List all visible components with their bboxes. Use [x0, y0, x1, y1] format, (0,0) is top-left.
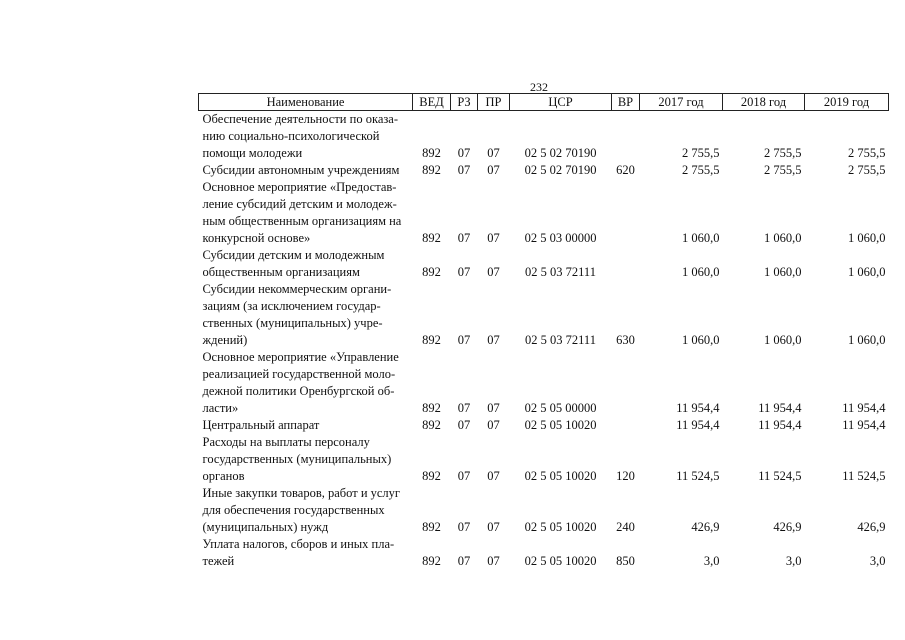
row-name	[199, 179, 413, 247]
row-name	[199, 536, 413, 570]
cell-rz: 07	[457, 418, 471, 432]
row-name	[199, 349, 413, 417]
row-name	[199, 417, 413, 434]
row-name	[199, 247, 413, 281]
row-name-line: помощи молодежи	[202, 146, 303, 160]
cell-rz: 07	[457, 520, 471, 534]
cell-pr: 07	[487, 418, 500, 432]
cell-csr: 02 5 05 10020	[524, 469, 597, 483]
cell-rz: 07	[457, 265, 471, 279]
cell-pr: 07	[487, 163, 500, 177]
cell-y2017: 3,0	[703, 554, 720, 568]
cell-pr: 07	[487, 554, 500, 568]
row-name-line: ждений)	[202, 333, 248, 347]
cell-csr: 02 5 03 72111	[525, 265, 596, 279]
row-name-line: государственных (муниципальных)	[202, 452, 392, 466]
cell-csr: 02 5 02 70190	[524, 163, 597, 177]
cell-ved: 892	[422, 418, 441, 432]
table-row	[199, 434, 889, 485]
table-row	[199, 162, 889, 179]
cell-csr: 02 5 05 00000	[524, 401, 597, 415]
cell-y2019: 2 755,5	[848, 146, 886, 160]
cell-csr: 02 5 05 10020	[524, 520, 597, 534]
cell-y2017: 1 060,0	[682, 265, 720, 279]
row-name-line: (муниципальных) нужд	[202, 520, 329, 534]
page-number: 232	[530, 80, 548, 94]
cell-vr	[612, 179, 640, 247]
row-name-line: ление субсидий детским и молодеж-	[202, 197, 397, 211]
row-name-line: органов	[202, 469, 245, 483]
cell-pr: 07	[487, 401, 500, 415]
cell-pr: 07	[487, 265, 500, 279]
cell-pr: 07	[487, 231, 500, 245]
cell-vr	[612, 111, 640, 163]
cell-ved: 892	[422, 469, 441, 483]
cell-y2018: 11 954,4	[758, 418, 802, 432]
cell-csr: 02 5 03 72111	[525, 333, 596, 347]
row-name-line: ственных (муниципальных) учре-	[202, 316, 383, 330]
cell-csr: 02 5 05 10020	[524, 418, 597, 432]
row-name	[199, 485, 413, 536]
cell-vr	[612, 247, 640, 281]
row-name-line: ласти»	[202, 401, 239, 415]
row-name-line: Субсидии автономным учреждениям	[202, 163, 400, 177]
table-row	[199, 349, 889, 417]
row-name-line: зациям (за исключением государ-	[202, 299, 381, 313]
cell-y2019: 3,0	[869, 554, 886, 568]
row-name-line: Основное мероприятие «Предостав-	[202, 180, 397, 194]
row-name	[199, 434, 413, 485]
row-name	[199, 162, 413, 179]
header-vr: ВР	[612, 94, 640, 111]
table-row	[199, 536, 889, 570]
cell-y2018: 2 755,5	[764, 163, 802, 177]
cell-y2017: 2 755,5	[682, 146, 720, 160]
cell-rz: 07	[457, 554, 471, 568]
cell-y2018: 11 954,4	[758, 401, 802, 415]
cell-rz: 07	[457, 231, 471, 245]
cell-y2019: 11 954,4	[842, 401, 886, 415]
row-name-line: реализацией государственной моло-	[202, 367, 396, 381]
cell-csr: 02 5 02 70190	[524, 146, 597, 160]
cell-pr: 07	[487, 333, 500, 347]
header-pr: ПР	[478, 94, 510, 111]
cell-vr: 630	[616, 333, 635, 347]
budget-table	[198, 93, 889, 570]
header-rz: РЗ	[451, 94, 478, 111]
row-name-line: для обеспечения государственных	[202, 503, 385, 517]
row-name-line: Субсидии некоммерческим органи-	[202, 282, 392, 296]
cell-y2017: 11 524,5	[676, 469, 720, 483]
cell-y2018: 426,9	[773, 520, 802, 534]
cell-pr: 07	[487, 469, 500, 483]
cell-y2017: 2 755,5	[682, 163, 720, 177]
row-name-line: Иные закупки товаров, работ и услуг	[202, 486, 401, 500]
cell-y2019: 1 060,0	[848, 333, 886, 347]
cell-y2017: 1 060,0	[682, 333, 720, 347]
row-name-line: Уплата налогов, сборов и иных пла-	[202, 537, 395, 551]
table-body	[199, 111, 889, 571]
cell-y2019: 2 755,5	[848, 163, 886, 177]
row-name-line: Центральный аппарат	[202, 418, 320, 432]
header-2017: 2017 год	[640, 94, 723, 111]
table-row	[199, 417, 889, 434]
cell-ved: 892	[422, 146, 441, 160]
table-row	[199, 247, 889, 281]
cell-y2018: 1 060,0	[764, 231, 802, 245]
cell-pr: 07	[487, 146, 500, 160]
header-2019: 2019 год	[805, 94, 889, 111]
cell-y2019: 11 954,4	[842, 418, 886, 432]
cell-ved: 892	[422, 333, 441, 347]
row-name-line: ным общественным организациям на	[202, 214, 402, 228]
cell-rz: 07	[457, 469, 471, 483]
cell-pr: 07	[487, 520, 500, 534]
cell-ved: 892	[422, 265, 441, 279]
cell-y2019: 1 060,0	[848, 265, 886, 279]
table-row	[199, 485, 889, 536]
row-name-line: тежей	[202, 554, 235, 568]
header-name: Наименование	[199, 94, 413, 111]
cell-rz: 07	[457, 401, 471, 415]
cell-csr: 02 5 05 10020	[524, 554, 597, 568]
cell-y2018: 2 755,5	[764, 146, 802, 160]
cell-ved: 892	[422, 163, 441, 177]
cell-y2019: 426,9	[857, 520, 886, 534]
row-name-line: дежной политики Оренбургской об-	[202, 384, 395, 398]
cell-y2018: 1 060,0	[764, 333, 802, 347]
table-header	[199, 94, 889, 111]
cell-vr: 120	[616, 469, 635, 483]
header-ved: ВЕД	[413, 94, 451, 111]
cell-y2017: 426,9	[691, 520, 720, 534]
cell-rz: 07	[457, 163, 471, 177]
cell-y2018: 11 524,5	[758, 469, 802, 483]
header-2018: 2018 год	[723, 94, 805, 111]
row-name-line: Субсидии детским и молодежным	[202, 248, 385, 262]
row-name-line: нию социально-психологической	[202, 129, 380, 143]
row-name	[199, 111, 413, 163]
table-row	[199, 179, 889, 247]
cell-y2018: 3,0	[785, 554, 802, 568]
cell-rz: 07	[457, 333, 471, 347]
row-name-line: конкурсной основе»	[202, 231, 311, 245]
row-name	[199, 281, 413, 349]
cell-y2018: 1 060,0	[764, 265, 802, 279]
cell-vr	[612, 349, 640, 417]
cell-vr: 620	[616, 163, 635, 177]
header-csr: ЦСР	[510, 94, 612, 111]
row-name-line: Обеспечение деятельности по оказа-	[202, 112, 399, 126]
row-name-line: общественным организациям	[202, 265, 360, 279]
cell-y2017: 11 954,4	[676, 418, 720, 432]
table-row	[199, 281, 889, 349]
cell-vr: 850	[616, 554, 635, 568]
cell-rz: 07	[457, 146, 471, 160]
cell-y2019: 11 524,5	[842, 469, 886, 483]
cell-csr: 02 5 03 00000	[524, 231, 597, 245]
cell-y2019: 1 060,0	[848, 231, 886, 245]
cell-vr	[612, 417, 640, 434]
cell-y2017: 11 954,4	[676, 401, 720, 415]
cell-y2017: 1 060,0	[682, 231, 720, 245]
table-row	[199, 111, 889, 163]
cell-ved: 892	[422, 554, 441, 568]
cell-ved: 892	[422, 401, 441, 415]
cell-ved: 892	[422, 520, 441, 534]
cell-ved: 892	[422, 231, 441, 245]
row-name-line: Расходы на выплаты персоналу	[202, 435, 370, 449]
row-name-line: Основное мероприятие «Управление	[202, 350, 399, 364]
cell-vr: 240	[616, 520, 635, 534]
